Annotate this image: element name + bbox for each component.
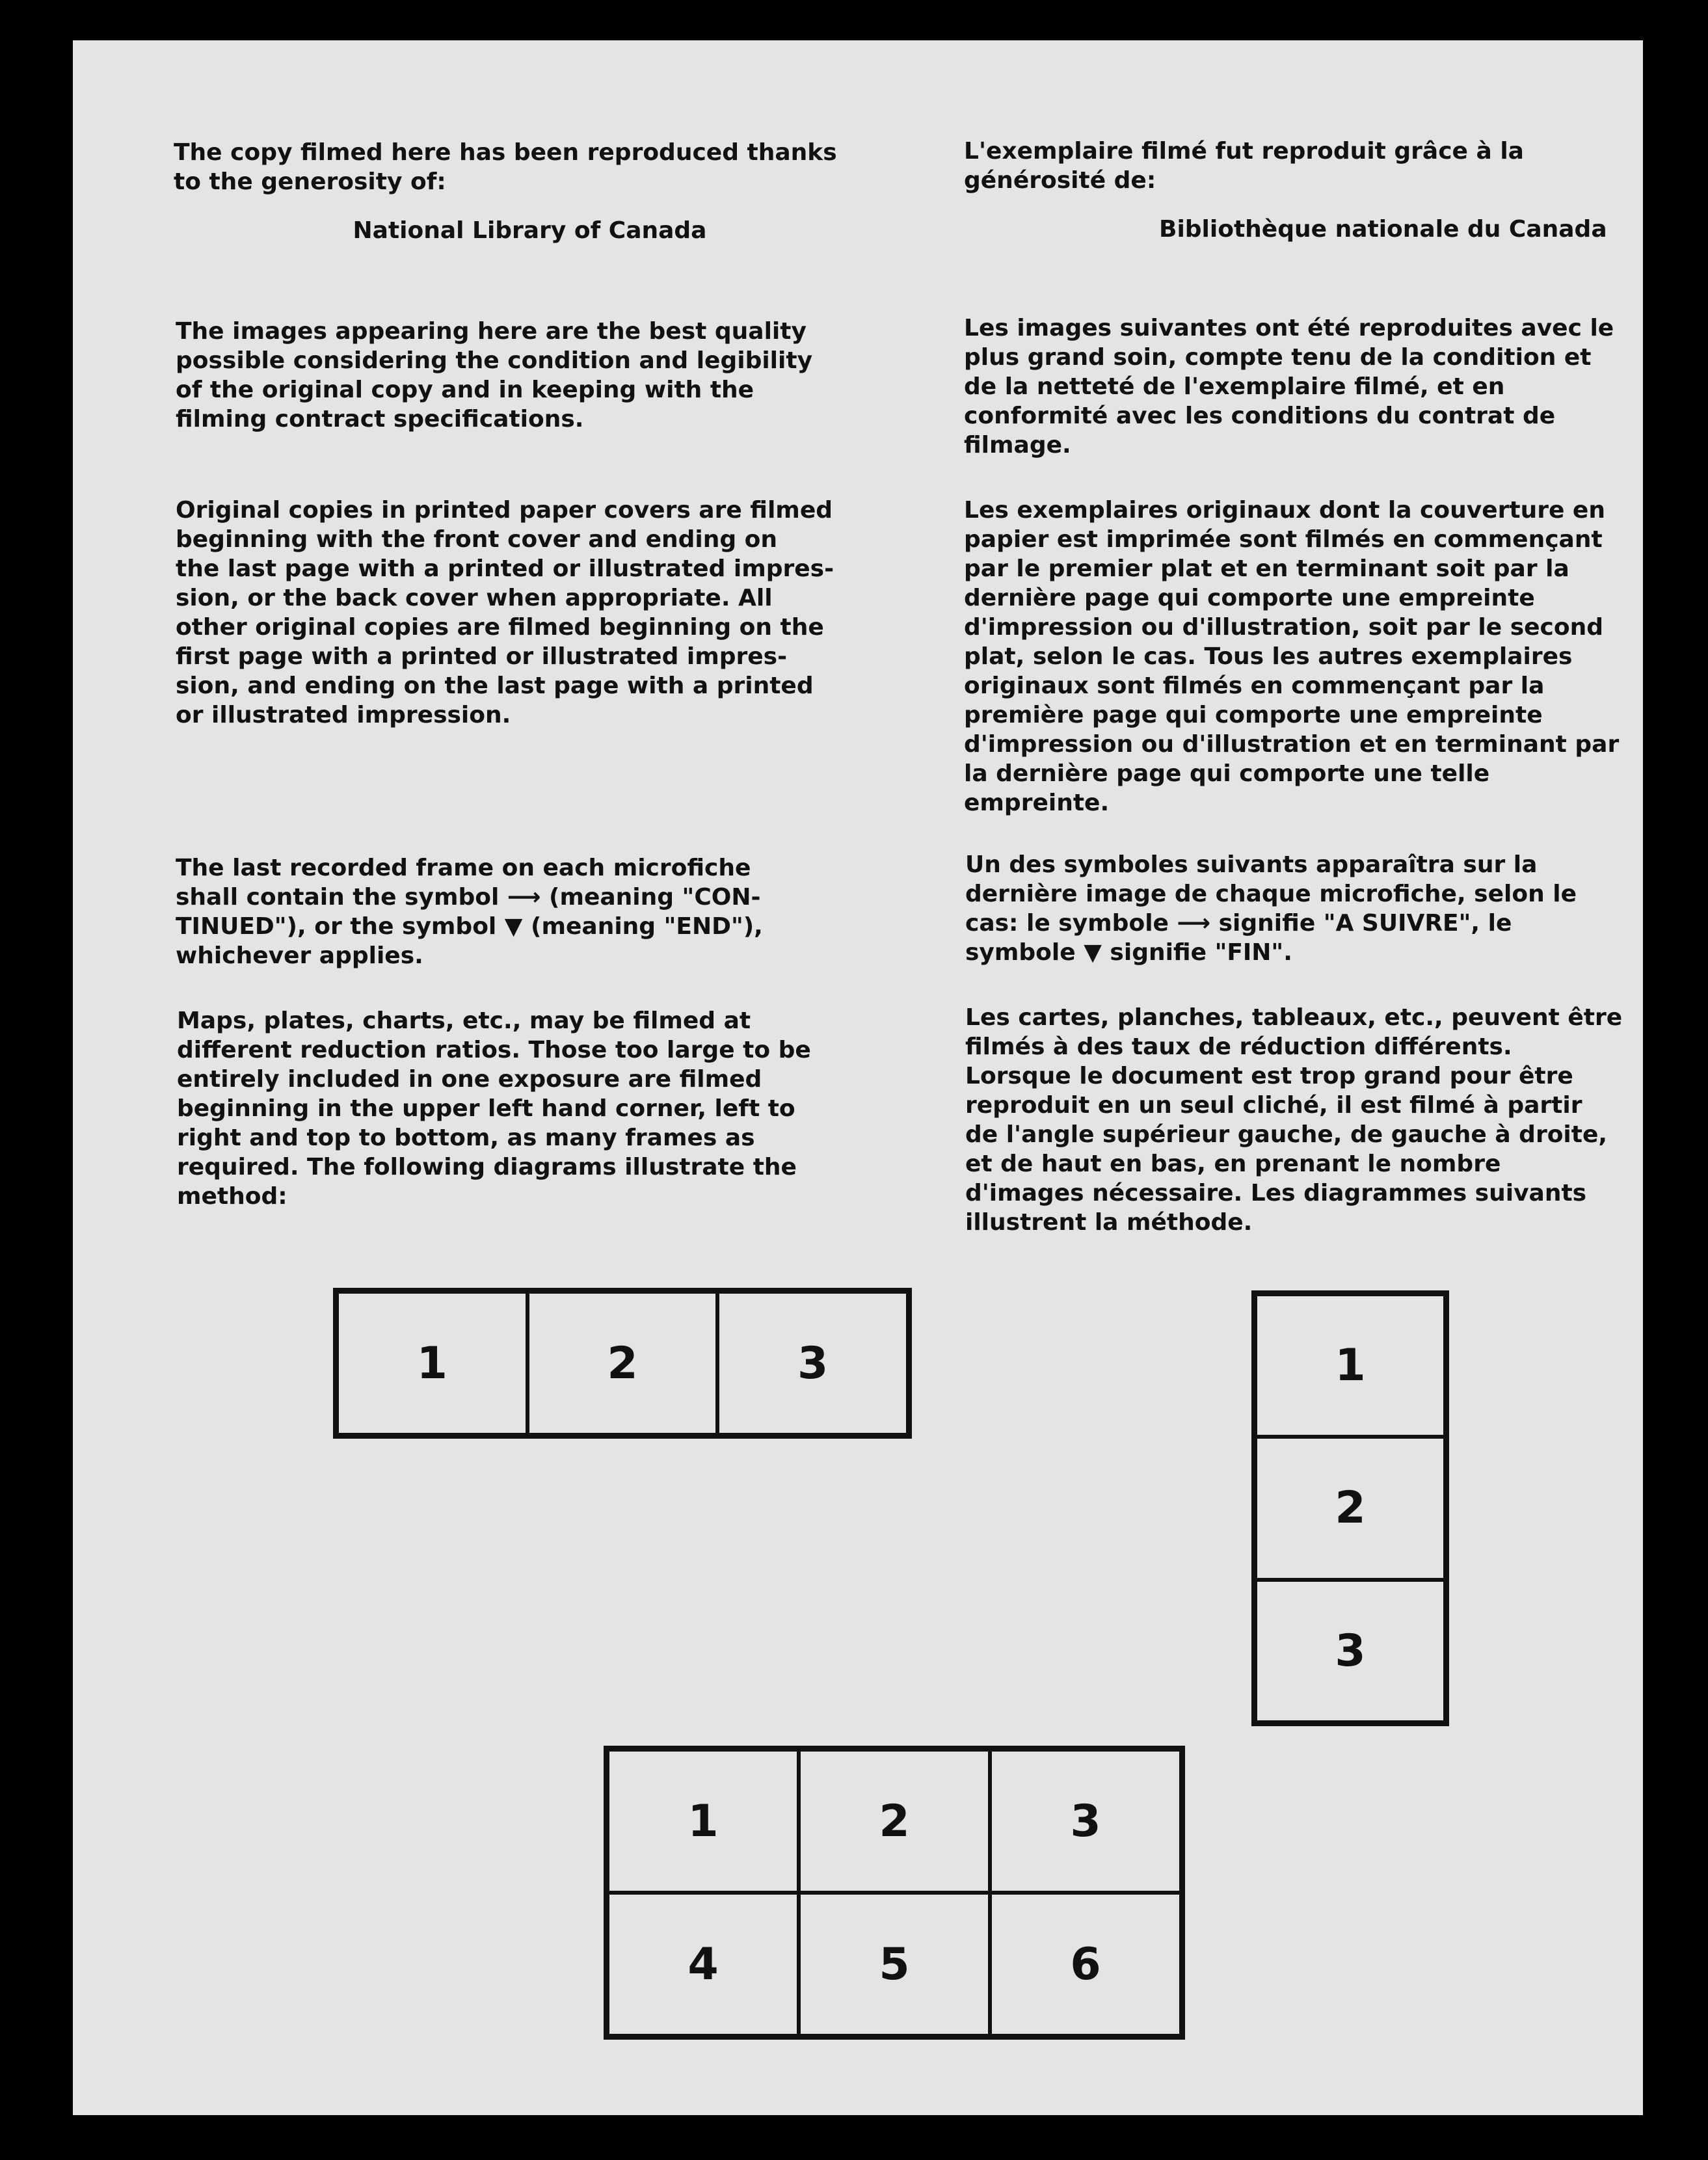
frame-cell: 1 xyxy=(337,1292,527,1435)
en-symbols-part3: (meaning "END"), whichever applies. xyxy=(176,913,763,969)
continued-arrow-icon: ⟶ xyxy=(507,884,541,911)
frame-cell: 3 xyxy=(990,1750,1181,1893)
fr-maps-text: Les cartes, planches, tableaux, etc., peuvent être filmés à des taux de réduction différents. Lorsque le document est trop grand pour être reproduit en un seul cliché, il est filmé à partir de l'angle supérieur gauche, de gauche à droite, et de haut en bas, en prenant le nombre d'images nécessaire. Les diagrammes suivants illustrent la méthode. xyxy=(965,1004,1623,1236)
frame-cell: 2 xyxy=(799,1750,990,1893)
frame-cell: 4 xyxy=(607,1893,799,2036)
fr-quality-text: Les images suivantes ont été reproduites avec le plus grand soin, compte tenu de la condition et de la netteté de l'exemplaire filmé, et en conformité avec les conditions du contrat de filmage. xyxy=(964,315,1614,459)
fin-triangle-icon: ▼ xyxy=(1084,939,1102,966)
frame-cell: 2 xyxy=(527,1292,718,1435)
frame-cell: 6 xyxy=(990,1893,1181,2036)
fr-symbols-part1: Un des symboles suivants apparaîtra sur la dernière image de chaque microfiche, selon le cas: le symbole xyxy=(965,851,1577,937)
en-thanks-text: The copy filmed here has been reproduced thanks to the generosity of: xyxy=(174,139,837,195)
frame-cell: 1 xyxy=(1255,1294,1445,1437)
vertical-frame-diagram xyxy=(1251,1290,1449,1726)
en-covers-text: Original copies in printed paper covers are filmed beginning with the front cover and ending on the last page with a printed or illustrated impres- sion, or the back cover when appropriate. All other original copies are filmed beginning on the first page with a printed or illustrated impres- sion, and ending on the last page with a printed or illustrated impression. xyxy=(176,497,834,728)
end-triangle-icon: ▼ xyxy=(504,913,523,940)
fr-covers-text: Les exemplaires originaux dont la couverture en papier est imprimée sont filmés en commençant par le premier plat et en terminant soit par la dernière page qui comporte une empreinte d'impression ou d'illustration, soit par le second plat, selon le cas. Tous les autres exemplaires originaux sont filmés en commençant par la première page qui comporte une empreinte d'impression ou d'illustration et en terminant par la dernière page qui comporte une telle empreinte. xyxy=(964,497,1620,816)
fr-symbols-part2: signifie "A SUIVRE", le symbole xyxy=(965,910,1512,966)
fr-symbols-part3: signifie "FIN". xyxy=(1101,939,1292,966)
fr-thanks-text: L'exemplaire filmé fut reproduit grâce à la générosité de: xyxy=(964,138,1524,194)
frame-cell: 3 xyxy=(1255,1580,1445,1722)
fr-symbols-text xyxy=(965,850,1577,967)
frame-cell: 5 xyxy=(799,1893,990,2036)
grid-frame-diagram xyxy=(604,1746,1185,2040)
en-symbols-part2: (meaning "CON- TINUED"), or the symbol xyxy=(176,884,761,940)
en-institution-name: National Library of Canada xyxy=(353,217,707,244)
fr-institution-name: Bibliothèque nationale du Canada xyxy=(1159,216,1607,243)
en-quality-text: The images appearing here are the best quality possible considering the condition and legibility of the original copy and in keeping with the filming contract specifications. xyxy=(176,318,813,433)
document-page xyxy=(73,40,1643,2115)
frame-cell: 2 xyxy=(1255,1437,1445,1579)
frame-cell: 3 xyxy=(717,1292,908,1435)
en-maps-text: Maps, plates, charts, etc., may be filmed at different reduction ratios. Those too large to be entirely included in one exposure are filmed beginning in the upper left hand corner, left to right and top to bottom, as many frames as required. The following diagrams illustrate the method: xyxy=(177,1007,811,1210)
en-symbols-part1: The last recorded frame on each microfiche shall contain the symbol xyxy=(176,855,751,911)
en-symbols-text xyxy=(176,853,763,970)
suivre-arrow-icon: ⟶ xyxy=(1177,910,1211,937)
frame-cell: 1 xyxy=(607,1750,799,1893)
horizontal-frame-diagram xyxy=(333,1288,912,1439)
